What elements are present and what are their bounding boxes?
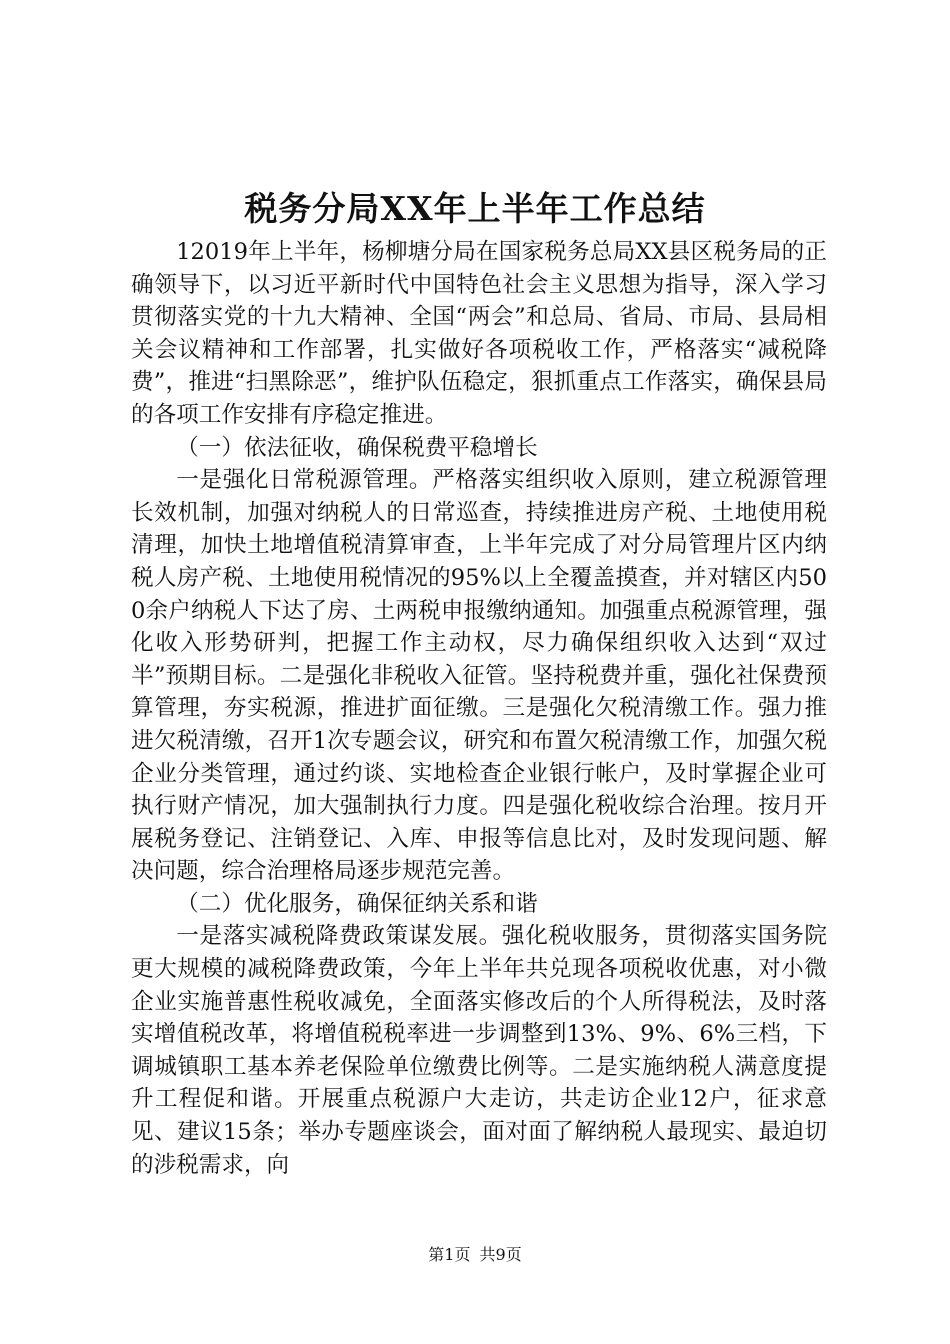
body-paragraph: 一是强化日常税源管理。严格落实组织收入原则，建立税源管理长效机制，加强对纳税人的日常巡查，持续推进房产税、土地使用税清理，加快土地增值税清算审查，上半年完成了对分局管理片区内纳税人房产税、土地使用税情况的95%以上全覆盖摸查，并对辖区内500余户纳税人下达了房、土两税申报缴纳通知。加强重点税源管理，强化收入形势研判，把握工作主动权，尽力确保组织收入达到“双过半”预期目标。二是强化非税收入征管。坚持税费并重，强化社保费预算管理，夯实税源，推进扩面征缴。三是强化欠税清缴工作。强力推进欠税清缴，召开1次专题会议，研究和布置欠税清缴工作，加强欠税企业分类管理，通过约谈、实地检查企业银行帐户，及时掌握企业可执行财产情况，加大强制执行力度。四是强化税收综合治理。按月开展税务登记、注销登记、入库、申报等信息比对，及时发现问题、解决问题，综合治理格局逐步规范完善。 [131,467,827,885]
intro-paragraph: 12019年上半年，杨柳塘分局在国家税务总局XX县区税务局的正确领导下，以习近平新时代中国特色社会主义思想为指导，深入学习贯彻落实党的十九大精神、全国“两会”和总局、省局、市局、县局相关会议精神和工作部署，扎实做好各项税收工作，严格落实“减税降费”，推进“扫黑除恶”，维护队伍稳定，狠抓重点工作落实，确保县局的各项工作安排有序稳定推进。 [131,239,827,428]
section-heading-2: （二）优化服务，确保征纳关系和谐 [176,890,538,917]
section-heading-1: （一）依法征收，确保税费平稳增长 [176,434,538,461]
document-body [131,236,827,1181]
page-number: 第1页 [428,1245,471,1264]
page-total: 共9页 [479,1245,522,1264]
document-title: 税务分局XX年上半年工作总结 [244,189,706,228]
body-paragraph: 一是落实减税降费政策谋发展。强化税收服务，贯彻落实国务院更大规模的减税降费政策，今年上半年共兑现各项税收优惠，对小微企业实施普惠性税收减免，全面落实修改后的个人所得税法，及时落实增值税改革，将增值税税率进一步调整到13%、9%、6%三档，下调城镇职工基本养老保险单位缴费比例等。二是实施纳税人满意度提升工程促和谐。开展重点税源户大走访，共走访企业12户，征求意见、建议15条；举办专题座谈会，面对面了解纳税人最现实、最迫切的涉税需求，向 [131,923,827,1178]
page-footer [0,1244,950,1266]
